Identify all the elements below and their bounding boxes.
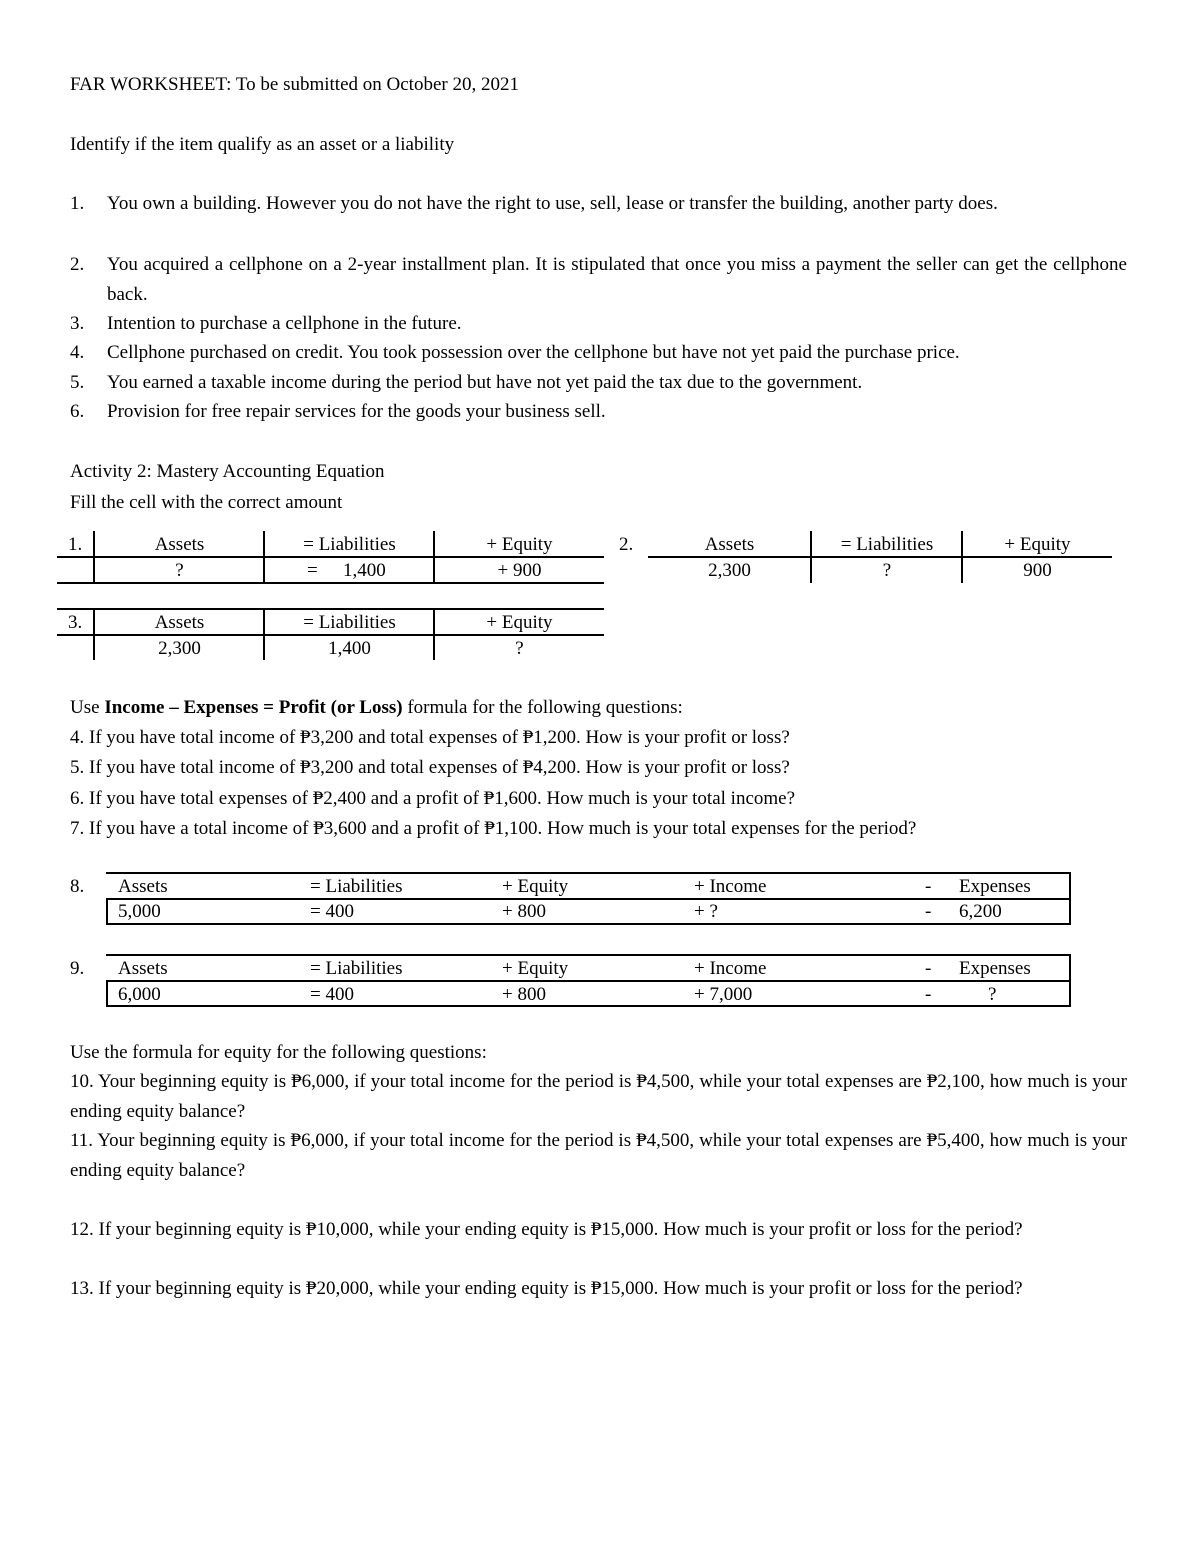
header-liabilities: = Liabilities — [303, 612, 396, 633]
activity-title: Activity 2: Mastery Accounting Equation — [70, 461, 385, 482]
list-item — [70, 368, 1127, 398]
table-border — [1069, 872, 1071, 925]
header-liabilities: = Liabilities — [310, 876, 403, 897]
item-number: 6. — [70, 401, 85, 422]
table-number: 2. — [619, 534, 634, 555]
item-text: Cellphone purchased on credit. You took possession over the cellphone but have not yet paid the purchase price. — [107, 342, 960, 363]
item-number: 2. — [70, 254, 85, 275]
table-number: 3. — [68, 612, 83, 633]
table-rule — [106, 980, 1071, 982]
table-divider — [433, 610, 435, 660]
question-13: 13. If your beginning equity is ₱20,000, while your ending equity is ₱15,000. How much is your profit or loss for the period? — [70, 1278, 1023, 1299]
header-liabilities: = Liabilities — [840, 534, 934, 555]
table-border — [106, 980, 108, 1007]
activity-instruction: Fill the cell with the correct amount — [70, 492, 343, 513]
list-item — [70, 189, 1127, 219]
item-number: 3. — [70, 313, 85, 334]
header-assets: Assets — [704, 534, 755, 555]
header-equity: + Equity — [486, 612, 553, 633]
table-rule — [57, 634, 604, 636]
table-number: 8. — [70, 876, 85, 897]
table-border — [1069, 954, 1071, 1007]
cell-liabilities: 1,400 — [343, 560, 386, 581]
item-number: 1. — [70, 193, 85, 214]
cell-income: + ? — [694, 901, 718, 922]
cell-assets: ? — [175, 560, 184, 581]
item-number: 4. — [70, 342, 85, 363]
table-divider — [433, 531, 435, 583]
cell-minus: - — [925, 901, 932, 922]
table-rule — [57, 556, 604, 558]
cell-expenses: ? — [988, 984, 997, 1005]
table-divider — [961, 531, 963, 583]
question-6: 6. If you have total expenses of ₱2,400 and a profit of ₱1,600. How much is your total income? — [70, 788, 796, 809]
cell-liabilities: ? — [882, 560, 892, 581]
item-text: You acquired a cellphone on a 2-year installment plan. It is stipulated that once you miss a payment the seller can get the cellphone back. — [107, 254, 1127, 305]
list-item — [70, 397, 1127, 427]
header-expenses: Expenses — [959, 876, 1031, 897]
formula-text: Income – Expenses = Profit (or Loss) — [104, 697, 403, 718]
intro-text: Use — [70, 697, 105, 718]
header-assets: Assets — [118, 958, 168, 979]
table-number: 9. — [70, 958, 85, 979]
cell-assets: 2,300 — [158, 638, 201, 659]
equity-intro: Use the formula for equity for the following questions: — [70, 1042, 487, 1063]
cell-equals: = — [307, 560, 318, 581]
question-11: 11. Your beginning equity is ₱6,000, if your total income for the period is ₱4,500, while your total expenses are ₱5,400, how much is your ending equity balance? — [70, 1130, 1127, 1181]
list-item — [70, 338, 1127, 368]
cell-liabilities: = 400 — [310, 984, 354, 1005]
cell-equity: ? — [515, 638, 524, 659]
header-income: + Income — [694, 876, 767, 897]
table-divider — [263, 610, 265, 660]
item-text: Provision for free repair services for the goods your business sell. — [107, 401, 606, 422]
question-4: 4. If you have total income of ₱3,200 and total expenses of ₱1,200. How is your profit or loss? — [70, 727, 790, 748]
list-item — [70, 250, 1127, 310]
table-rule — [57, 608, 604, 610]
question-5: 5. If you have total income of ₱3,200 and total expenses of ₱4,200. How is your profit or loss? — [70, 757, 790, 778]
list-item — [70, 309, 1127, 339]
header-equity: + Equity — [1004, 534, 1071, 555]
header-equity: + Equity — [486, 534, 553, 555]
question-10: 10. Your beginning equity is ₱6,000, if your total income for the period is ₱4,500, while your total expenses are ₱2,100, how much is your ending equity balance? — [70, 1071, 1127, 1122]
cell-assets: 5,000 — [118, 901, 161, 922]
table-rule — [106, 954, 1071, 956]
cell-assets: 2,300 — [708, 560, 751, 581]
cell-liabilities: = 400 — [310, 901, 354, 922]
header-liabilities: = Liabilities — [310, 958, 403, 979]
profit-intro — [70, 696, 683, 720]
item-text: Intention to purchase a cellphone in the future. — [107, 313, 462, 334]
table-number: 1. — [68, 534, 83, 555]
table-rule — [57, 582, 604, 584]
header-expenses: Expenses — [959, 958, 1031, 979]
cell-assets: 6,000 — [118, 984, 161, 1005]
table-rule — [648, 556, 1112, 558]
cell-equity: + 800 — [502, 901, 546, 922]
table-rule — [106, 923, 1071, 925]
header-minus: - — [925, 958, 932, 979]
table-rule — [106, 898, 1071, 900]
cell-equity: + 800 — [502, 984, 546, 1005]
cell-equity: + 900 — [497, 560, 542, 581]
table-divider — [263, 531, 265, 583]
header-assets: Assets — [154, 612, 205, 633]
instruction-text: Identify if the item qualify as an asset or a liability — [70, 134, 455, 155]
cell-liabilities: 1,400 — [328, 638, 371, 659]
table-border — [106, 898, 108, 925]
question-7: 7. If you have a total income of ₱3,600 and a profit of ₱1,100. How much is your total expenses for the period? — [70, 818, 917, 839]
table-rule — [106, 872, 1071, 874]
header-minus: - — [925, 876, 932, 897]
header-equity: + Equity — [502, 876, 569, 897]
item-text: You own a building. However you do not have the right to use, sell, lease or transfer the building, another party does. — [107, 193, 998, 214]
table-divider — [93, 531, 95, 583]
intro-text: formula for the following questions: — [402, 697, 683, 718]
header-assets: Assets — [154, 534, 205, 555]
header-equity: + Equity — [502, 958, 569, 979]
cell-equity: 900 — [1023, 560, 1052, 581]
question-12: 12. If your beginning equity is ₱10,000, while your ending equity is ₱15,000. How much is your profit or loss for the period? — [70, 1219, 1023, 1240]
cell-minus: - — [925, 984, 932, 1005]
header-income: + Income — [694, 958, 767, 979]
header-liabilities: = Liabilities — [303, 534, 396, 555]
cell-income: + 7,000 — [694, 984, 753, 1005]
cell-expenses: 6,200 — [959, 901, 1002, 922]
header-assets: Assets — [118, 876, 168, 897]
page-title: FAR WORKSHEET: To be submitted on October 20, 2021 — [70, 74, 519, 95]
table-divider — [810, 531, 812, 583]
item-number: 5. — [70, 372, 85, 393]
table-divider — [93, 610, 95, 660]
item-text: You earned a taxable income during the period but have not yet paid the tax due to the government. — [107, 372, 863, 393]
